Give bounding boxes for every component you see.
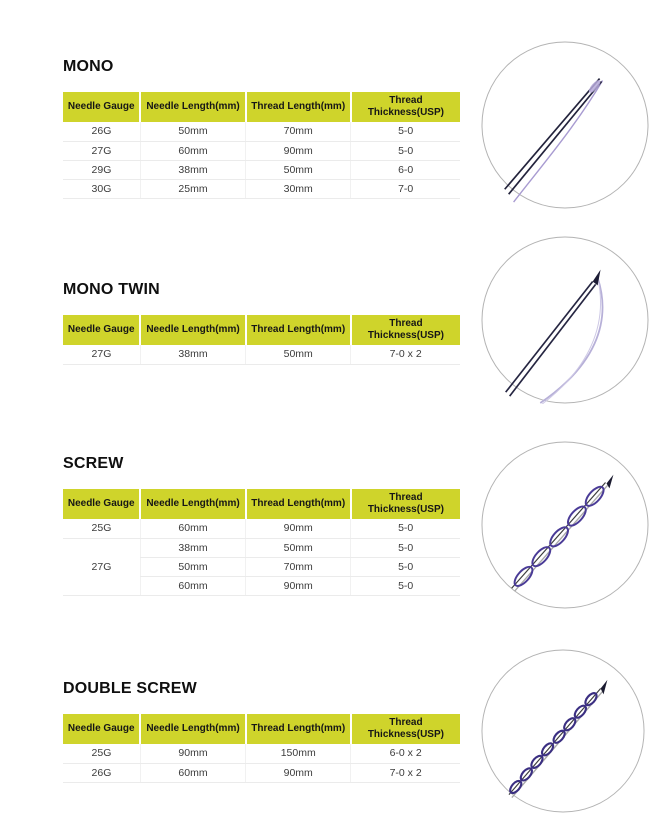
- col-header-needle-length: Needle Length(mm): [140, 714, 245, 744]
- cell-thread-thickness: 5-0: [351, 557, 460, 576]
- table-row: [63, 122, 460, 141]
- cell-needle-length: 38mm: [140, 160, 245, 179]
- cell-thread-thickness: 5-0: [351, 122, 460, 141]
- double-screw-needle-icon: [481, 649, 645, 813]
- spec-table-mono: [63, 92, 460, 199]
- cell-needle-length: 50mm: [140, 557, 245, 576]
- col-header-needle-length: Needle Length(mm): [140, 489, 245, 519]
- cell-needle-length: 90mm: [140, 744, 245, 763]
- table-header-row: [63, 315, 460, 345]
- cell-needle-length: 25mm: [140, 179, 245, 198]
- cell-thread-thickness: 7-0 x 2: [351, 763, 460, 782]
- cell-thread-length: 30mm: [246, 179, 351, 198]
- table-header-row: [63, 489, 460, 519]
- cell-needle-gauge: 25G: [63, 519, 140, 538]
- col-header-needle-length: Needle Length(mm): [140, 92, 245, 122]
- section-title-double-screw: DOUBLE SCREW: [63, 680, 197, 697]
- col-header-thread-thickness: Thread Thickness(USP): [351, 714, 460, 744]
- screw-needle-icon: [481, 441, 649, 609]
- cell-thread-thickness: 5-0: [351, 141, 460, 160]
- cell-thread-length: 70mm: [246, 122, 351, 141]
- section-mono: [63, 57, 460, 199]
- mono-needle-icon: [481, 41, 649, 209]
- col-header-thread-thickness: Thread Thickness(USP): [351, 489, 460, 519]
- cell-thread-length: 50mm: [246, 538, 351, 557]
- col-header-needle-gauge: Needle Gauge: [63, 714, 140, 744]
- section-screw: [63, 454, 460, 596]
- cell-needle-gauge: 29G: [63, 160, 140, 179]
- mono-twin-needle-icon: [481, 236, 649, 404]
- cell-needle-gauge: 27G: [63, 141, 140, 160]
- cell-thread-length: 90mm: [246, 763, 351, 782]
- table-row: [63, 179, 460, 198]
- cell-needle-length: 60mm: [140, 576, 245, 595]
- cell-needle-length: 38mm: [140, 345, 245, 364]
- cell-needle-length: 50mm: [140, 122, 245, 141]
- table-row: [63, 345, 460, 364]
- cell-thread-length: 50mm: [246, 160, 351, 179]
- section-title-mono: MONO: [63, 58, 114, 75]
- table-row: [63, 160, 460, 179]
- section-double-screw: [63, 679, 460, 783]
- table-row: [63, 538, 460, 557]
- mono-twin-product-image: [481, 236, 649, 404]
- cell-needle-gauge: 27G: [63, 345, 140, 364]
- table-header-row: [63, 714, 460, 744]
- cell-thread-thickness: 5-0: [351, 538, 460, 557]
- section-mono-twin: [63, 280, 460, 365]
- double-screw-product-image: [481, 649, 645, 813]
- col-header-needle-length: Needle Length(mm): [140, 315, 245, 345]
- mono-product-image: [481, 41, 649, 209]
- cell-thread-length: 90mm: [246, 519, 351, 538]
- cell-thread-thickness: 6-0: [351, 160, 460, 179]
- section-title-mono-twin: MONO TWIN: [63, 281, 160, 298]
- cell-needle-length: 60mm: [140, 141, 245, 160]
- col-header-needle-gauge: Needle Gauge: [63, 315, 140, 345]
- col-header-thread-length: Thread Length(mm): [246, 714, 351, 744]
- table-row: [63, 763, 460, 782]
- col-header-thread-length: Thread Length(mm): [246, 92, 351, 122]
- cell-thread-length: 150mm: [246, 744, 351, 763]
- cell-needle-gauge: 26G: [63, 763, 140, 782]
- col-header-needle-gauge: Needle Gauge: [63, 489, 140, 519]
- cell-thread-thickness: 5-0: [351, 519, 460, 538]
- spec-table-double-screw: [63, 714, 460, 783]
- cell-needle-length: 38mm: [140, 538, 245, 557]
- cell-needle-gauge: 30G: [63, 179, 140, 198]
- section-title-screw: SCREW: [63, 455, 124, 472]
- col-header-thread-thickness: Thread Thickness(USP): [351, 315, 460, 345]
- col-header-thread-thickness: Thread Thickness(USP): [351, 92, 460, 122]
- cell-thread-thickness: 6-0 x 2: [351, 744, 460, 763]
- cell-needle-length: 60mm: [140, 519, 245, 538]
- col-header-thread-length: Thread Length(mm): [246, 315, 351, 345]
- screw-product-image: [481, 441, 649, 609]
- col-header-thread-length: Thread Length(mm): [246, 489, 351, 519]
- cell-needle-gauge-merged: 27G: [63, 538, 140, 595]
- table-row: [63, 141, 460, 160]
- cell-thread-length: 70mm: [246, 557, 351, 576]
- table-row: [63, 519, 460, 538]
- cell-thread-length: 50mm: [246, 345, 351, 364]
- cell-thread-thickness: 7-0: [351, 179, 460, 198]
- cell-thread-length: 90mm: [246, 141, 351, 160]
- cell-thread-thickness: 7-0 x 2: [351, 345, 460, 364]
- table-row: [63, 744, 460, 763]
- cell-needle-gauge: 26G: [63, 122, 140, 141]
- cell-thread-thickness: 5-0: [351, 576, 460, 595]
- col-header-needle-gauge: Needle Gauge: [63, 92, 140, 122]
- spec-table-mono-twin: [63, 315, 460, 365]
- spec-table-screw: [63, 489, 460, 596]
- cell-needle-length: 60mm: [140, 763, 245, 782]
- table-header-row: [63, 92, 460, 122]
- cell-needle-gauge: 25G: [63, 744, 140, 763]
- cell-thread-length: 90mm: [246, 576, 351, 595]
